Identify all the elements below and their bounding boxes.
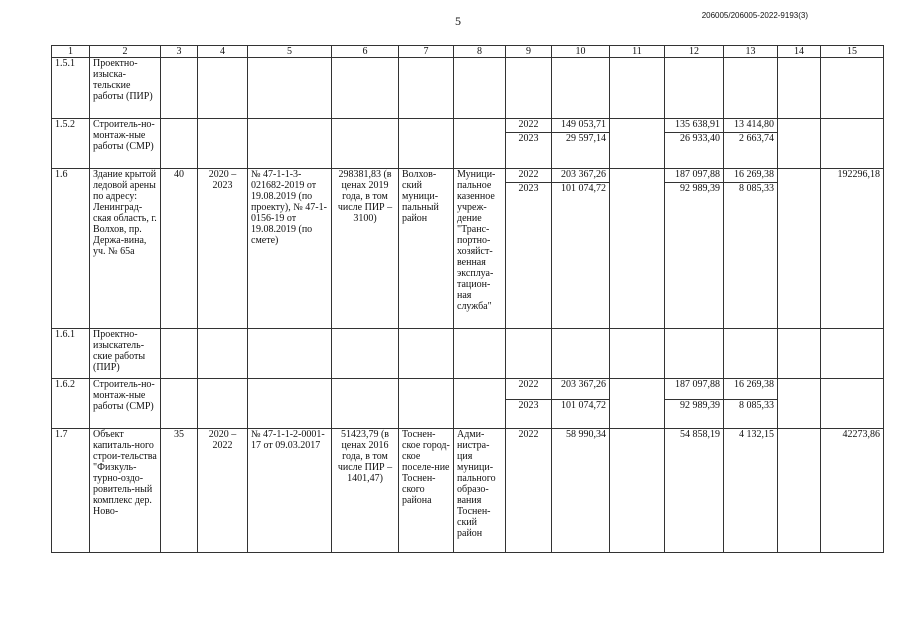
column-number: 2 [90,46,161,58]
column-number: 15 [821,46,884,58]
amount: 203 367,26 [552,169,609,183]
page-number: 5 [455,14,461,28]
year-cell [506,119,552,169]
amount: 149 053,71 [552,119,609,133]
amount: 29 597,14 [566,133,606,144]
capacity: 40 [161,169,198,329]
total-cost-cell [552,169,610,329]
year: 2022 [506,169,551,183]
year-cell [506,169,552,329]
object-name: Здание крытой ледовой арены по адресу: Ленинград-ская область, г. Волхов, пр. Держа-вина, уч. № 65а [90,169,161,329]
expertise-conclusion: № 47-1-1-3-021682-2019 от 19.08.2019 (по проекту), № 47-1-0156-19 от 19.08.2019 (по смете) [248,169,332,329]
construction-period: 2020 – 2022 [198,429,248,553]
customer: Адми-нистра-ция муници-пального образо-вания Тоснен-ский район [454,429,506,553]
row-number: 1.5.1 [52,58,90,119]
column-number: 9 [506,46,552,58]
amount: 13 414,80 [724,119,777,133]
regional-budget-cell [665,379,724,429]
row-number: 1.6.2 [52,379,90,429]
year-cell [506,379,552,429]
balance-amount: 42273,86 [821,429,884,553]
estimated-cost: 51423,79 (в ценах 2016 года, в том числе ПИР – 1401,47) [332,429,399,553]
row-number: 1.6 [52,169,90,329]
amount: 26 933,40 [680,133,720,144]
amount: 101 074,72 [561,183,606,194]
capacity: 35 [161,429,198,553]
investment-objects-table [51,45,884,553]
column-number: 14 [778,46,821,58]
amount: 92 989,39 [680,183,720,194]
amount: 4 132,15 [724,429,778,553]
year: 2023 [518,400,539,411]
year: 2022 [506,119,551,133]
expertise-conclusion: № 47-1-1-2-0001-17 от 09.03.2017 [248,429,332,553]
year: 2022 [506,379,551,400]
object-name: Строитель-но-монтаж-ные работы (СМР) [90,119,161,169]
column-number: 12 [665,46,724,58]
amount: 2 663,74 [739,133,774,144]
object-name: Строитель-но-монтаж-ные работы (СМР) [90,379,161,429]
balance-amount: 192296,18 [821,169,884,329]
column-number: 3 [161,46,198,58]
row-number: 1.7 [52,429,90,553]
object-name: Объект капиталь-ного строи-тельства "Физкуль-турно-оздо-ровитель-ный комплекс дер. Ново- [90,429,161,553]
column-number: 5 [248,46,332,58]
column-number: 6 [332,46,399,58]
local-budget-cell [724,119,778,169]
customer: Муници-пальное казенное учреж-дение "Транс-портно-хозяйст-венная эксплуа-тацион-ная служба" [454,169,506,329]
column-number: 8 [454,46,506,58]
object-name: Проектно-изыска-тельские работы (ПИР) [90,58,161,119]
amount: 54 858,19 [665,429,724,553]
table-row [52,329,884,379]
construction-period: 2020 – 2023 [198,169,248,329]
amount: 135 638,91 [665,119,723,133]
column-number: 13 [724,46,778,58]
table-row [52,169,884,329]
amount: 16 269,38 [724,169,777,183]
column-number: 1 [52,46,90,58]
regional-budget-cell [665,169,724,329]
column-number: 11 [610,46,665,58]
row-number: 1.5.2 [52,119,90,169]
amount: 8 085,33 [739,400,774,411]
amount: 203 367,26 [552,379,609,400]
year: 2022 [506,429,552,553]
amount: 58 990,34 [552,429,610,553]
regional-budget-cell [665,119,724,169]
column-number: 10 [552,46,610,58]
year: 2023 [518,183,539,194]
local-budget-cell [724,379,778,429]
document-id: 206005/206005-2022-9193(3) [701,11,808,20]
municipality: Волхов-ский муници-пальный район [399,169,454,329]
column-number: 7 [399,46,454,58]
table-row [52,379,884,429]
amount: 16 269,38 [724,379,777,400]
amount: 187 097,88 [665,169,723,183]
total-cost-cell [552,379,610,429]
table-row [52,119,884,169]
object-name: Проектно-изыскатель-ские работы (ПИР) [90,329,161,379]
amount: 92 989,39 [680,400,720,411]
amount: 8 085,33 [739,183,774,194]
total-cost-cell [552,119,610,169]
amount: 101 074,72 [561,400,606,411]
table-row [52,429,884,553]
column-number: 4 [198,46,248,58]
amount: 187 097,88 [665,379,723,400]
municipality: Тоснен-ское город-ское поселе-ние Тоснен-ского района [399,429,454,553]
estimated-cost: 298381,83 (в ценах 2019 года, в том числе ПИР – 3100) [332,169,399,329]
year: 2023 [518,133,539,144]
row-number: 1.6.1 [52,329,90,379]
table-row [52,58,884,119]
local-budget-cell [724,169,778,329]
column-number-row [52,46,884,58]
